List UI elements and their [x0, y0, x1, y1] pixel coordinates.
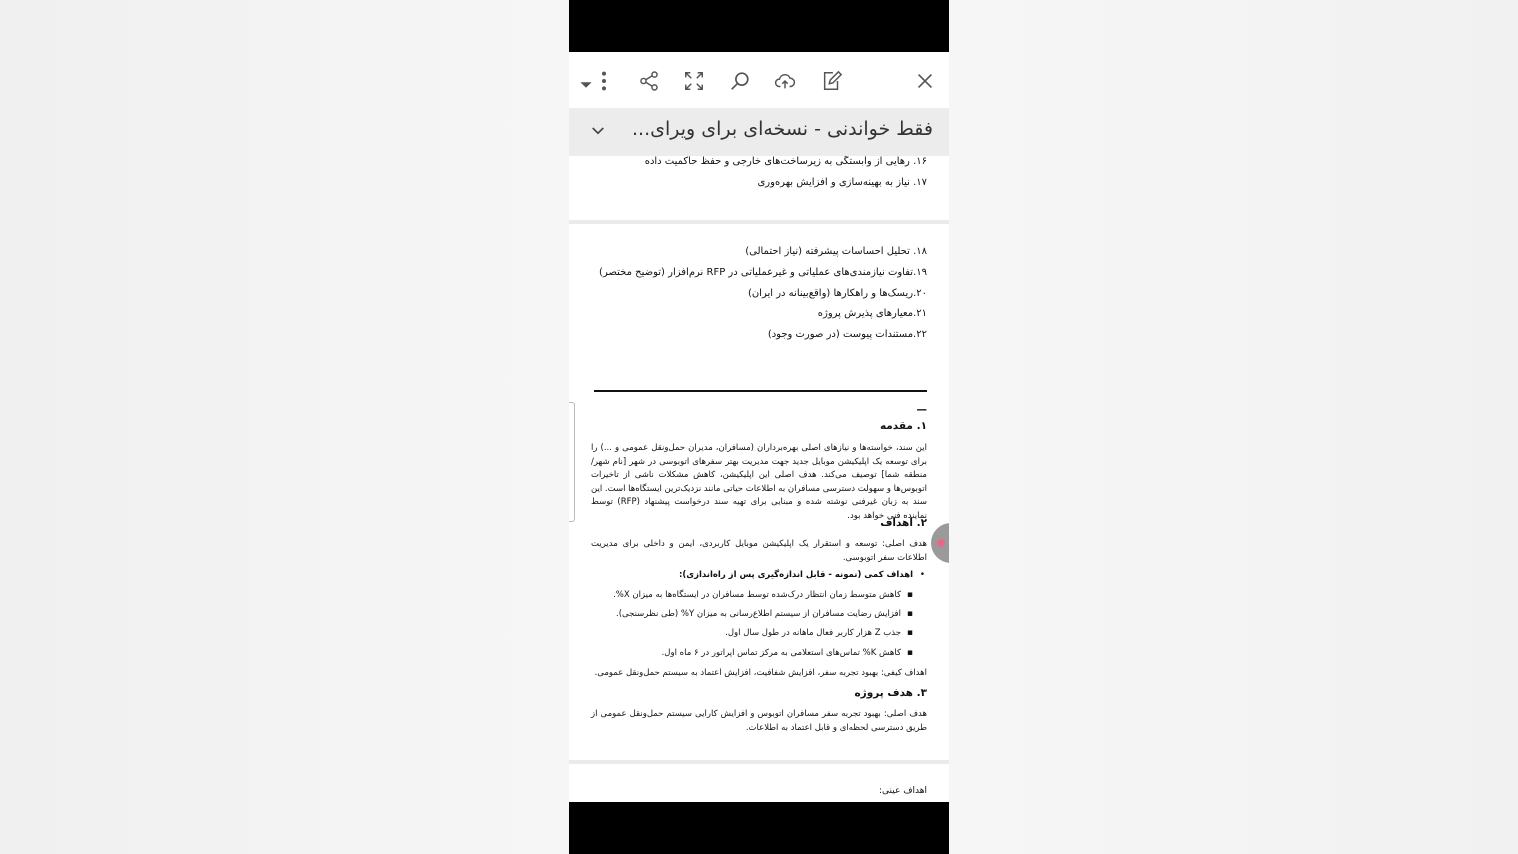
viewer-toolbar — [569, 52, 949, 108]
section-heading-project-goal: ۳. هدف پروژه — [854, 687, 927, 699]
chevron-down-icon[interactable] — [589, 122, 607, 140]
list-item: ۱۸. تحلیل احساسات پیشرفته (نیاز احتمالی) — [745, 246, 927, 257]
section-heading-goals: ۲. اهداف — [880, 517, 927, 529]
list-item: ۲۰.ریسک‌ها و راهکارها (واقع‌بینانه در ایران) — [747, 288, 927, 299]
close-icon[interactable] — [912, 68, 938, 94]
quantitative-goal-item: کاهش K% تماس‌های استعلامی به مرکز تماس اپراتور در ۶ ماه اول. — [661, 648, 901, 658]
page-drag-handle[interactable] — [569, 402, 575, 522]
bullet-dot: ▪ — [906, 628, 913, 638]
section-body-introduction: این سند، خواسته‌ها و نیازهای اصلی بهره‌برداران (مسافران، مدیران حمل‌ونقل عمومی و ...) را برای توسعه یک اپلیکیشن موبایل جدید جهت مدیریت بهتر سفرهای اتوبوسی در شهر [نام شهر/منطقه شما] توصیف می‌کند. هدف اصلی این اپلیکیشن، کاهش مشکلات ناشی از تاخیرات اتوبوس‌ها و سهولت دسترسی مسافران به اطلاعات حیاتی مانند نزدیک‌ترین ایستگاه‌ها است. این سند به زبان غیرفنی نوشته شده و مبنایی برای تهیه سند درخواست پیشنهاد (RFP) توسط نماینده فنی خواهد بود. — [591, 443, 927, 521]
list-item: ۱۶. رهایی از وابستگی به زیرساخت‌های خارجی و حفظ حاکمیت داده — [644, 156, 927, 167]
share-icon[interactable] — [636, 68, 662, 94]
cloud-upload-icon[interactable] — [772, 68, 798, 94]
horizontal-rule — [594, 390, 927, 392]
bullet-dot: ▪ — [906, 648, 913, 658]
phone-screen — [569, 0, 949, 854]
bullet-dot: ▪ — [906, 609, 913, 619]
quantitative-goal-item: کاهش متوسط زمان انتظار درک‌شده توسط مسافران در ایستگاه‌ها به میزان X%. — [613, 590, 901, 600]
list-item: ۱۷. نیاز به بهینه‌سازی و افزایش بهره‌وری — [757, 177, 927, 188]
edit-icon[interactable] — [819, 68, 845, 94]
section-body-project-goal: هدف اصلی: بهبود تجربه سفر مسافران اتوبوس و افزایش کارایی سیستم حمل‌ونقل عمومی از طریق دسترسی لحظه‌ای و قابل اعتماد به اطلاعات. — [591, 709, 927, 733]
quantitative-goals-title: اهداف کمی (نمونه - قابل اندازه‌گیری پس از راه‌اندازی): — [679, 570, 913, 580]
blurred-background-left — [0, 0, 569, 854]
section-body-goals: هدف اصلی: توسعه و استقرار یک اپلیکیشن موبایل کاربردی، ایمن و داخلی برای مدیریت اطلاعات سفر اتوبوسی. — [591, 539, 927, 563]
quantitative-goal-item: افزایش رضایت مسافران از سیستم اطلاع‌رسانی به میزان Y% (طی نظرسنجی). — [616, 609, 901, 619]
list-item: ۲۱.معیارهای پذیرش پروژه — [817, 308, 927, 319]
search-icon[interactable] — [727, 68, 753, 94]
list-item: اهداف عینی: — [879, 786, 927, 796]
document-page-2 — [569, 224, 949, 760]
list-item: ۱۹.تفاوت نیازمندی‌های عملیاتی و غیرعملیاتی در RFP نرم‌افزار (توضیح مختصر) — [599, 267, 927, 278]
banner-title: فقط خواندنی - نسخه‌ای برای ویرای... — [632, 118, 933, 140]
bullet-dot: ▪ — [906, 590, 913, 600]
navigation-bar-black — [569, 802, 949, 854]
list-item: ۲۲.مستندات پیوست (در صورت وجود) — [767, 329, 927, 340]
quantitative-goal-item: جذب Z هزار کاربر فعال ماهانه در طول سال اول. — [725, 628, 901, 638]
blurred-background-right — [949, 0, 1518, 854]
bullet-dot: • — [919, 570, 925, 580]
status-bar-black — [569, 0, 949, 52]
read-only-banner[interactable] — [569, 108, 949, 156]
section-heading-introduction: ۱. مقدمه — [879, 420, 927, 432]
dash-mark: — — [916, 404, 927, 416]
more-vertical-icon[interactable] — [591, 68, 617, 94]
fullscreen-icon[interactable] — [681, 68, 707, 94]
record-dot-icon — [937, 539, 945, 547]
qualitative-goals: اهداف کیفی: بهبود تجربه سفر، افزایش شفافیت، افزایش اعتماد به سیستم حمل‌ونقل عمومی. — [594, 668, 927, 678]
